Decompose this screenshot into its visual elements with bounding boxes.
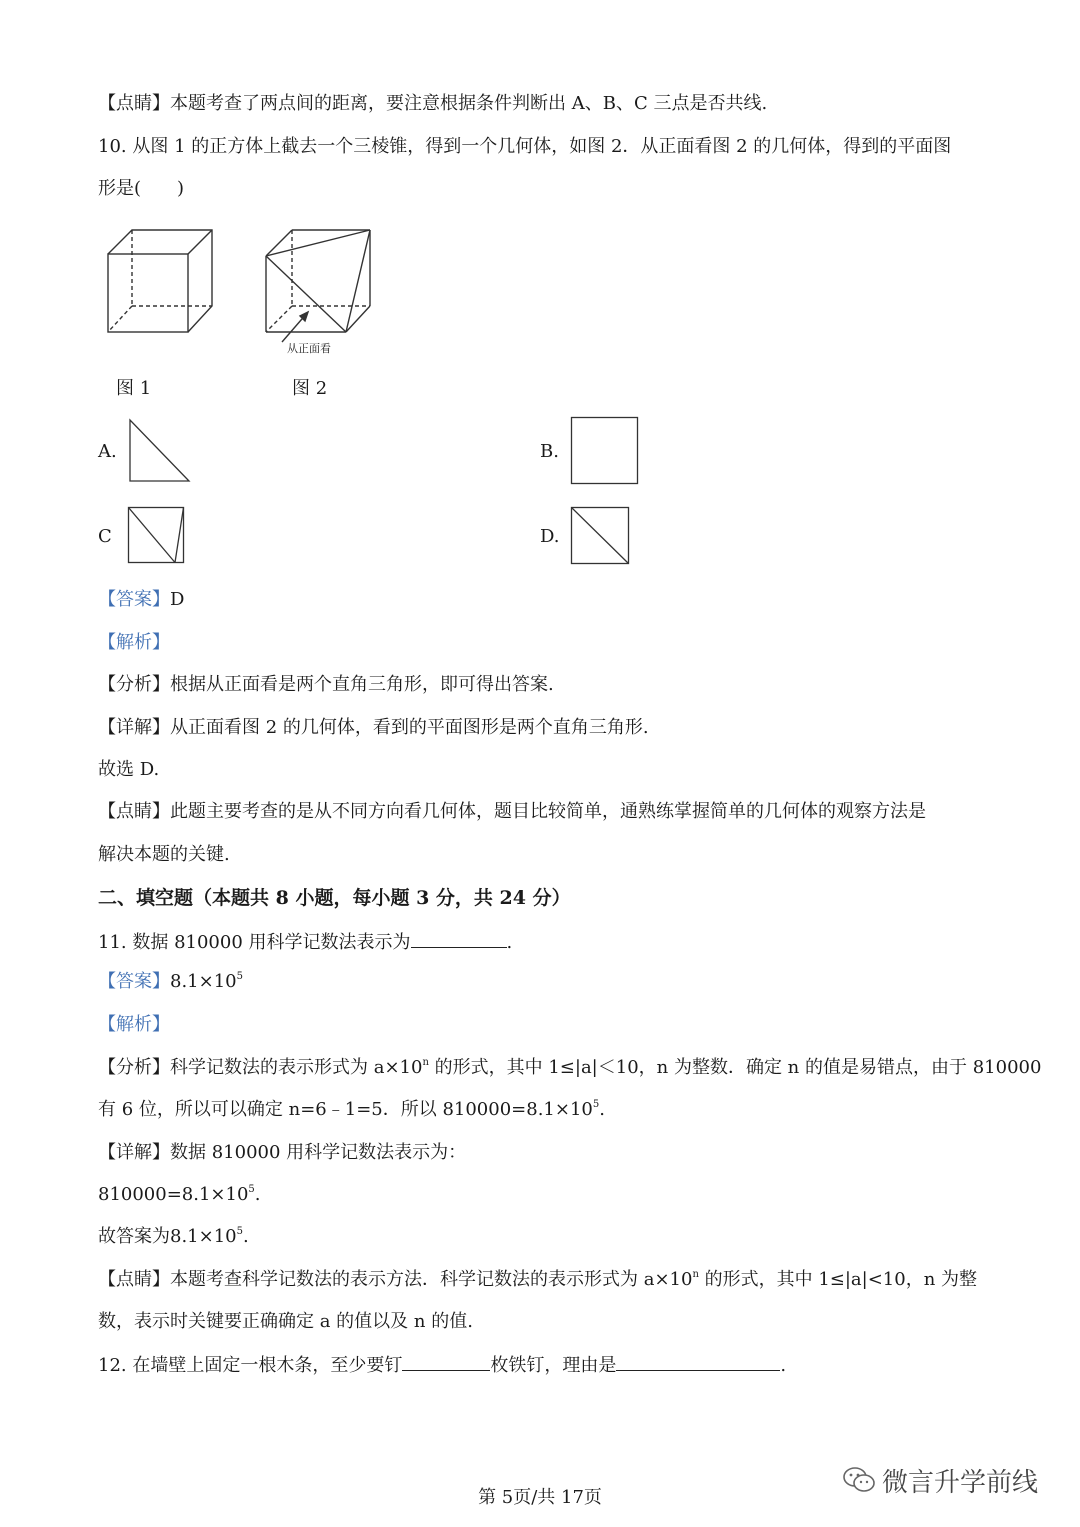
jiexi-11-tag: 【解析】: [98, 1014, 170, 1035]
watermark-text: 微言升学前线: [882, 1467, 1039, 1498]
question-12: 12. 在墙壁上固定一根木条，至少要钉 枚铁钉，理由是 .: [98, 1352, 786, 1378]
answer-blank-2[interactable]: [616, 1352, 780, 1371]
fenxi-10: 【分析】根据从正面看是两个直角三角形，即可得出答案.: [98, 674, 554, 695]
answer-10: 【答案】D: [98, 589, 185, 610]
wechat-icon: [842, 1465, 876, 1495]
tag: 【点睛】: [98, 93, 170, 114]
fenxi-11-line1: 【分析】科学记数法的表示形式为 $a\times 10^n$ 的形式，其中 1≤|a|＜10，n 为整数．确定 n 的值是易错点，由于 810000: [98, 1057, 1042, 1078]
option-d-label: D.: [540, 526, 560, 547]
dianjing-11-line2: 数，表示时关键要正确确定 a 的值以及 n 的值.: [98, 1311, 473, 1332]
watermark: [842, 1460, 1062, 1500]
option-c-figure: [127, 506, 187, 566]
dianjing-11-line1: 【点睛】本题考查科学记数法的表示方法．科学记数法的表示形式为 $a\times 10^n$ 的形式，其中 1≤|a|<10，n 为整: [98, 1269, 978, 1290]
section-2-heading: 二、填空题（本题共 8 小题，每小题 3 分，共 24 分）: [98, 887, 571, 909]
option-d-figure: [570, 506, 632, 566]
gudaan-11: 故答案为$8.1\times 10^5$.: [98, 1226, 249, 1247]
option-a-figure: [128, 418, 192, 484]
option-c-label: C: [98, 526, 112, 547]
answer-11: 【答案】$8.1\times 10^5$: [98, 971, 243, 992]
jiexi-10-tag: 【解析】: [98, 632, 170, 653]
page-footer: 第 5页/共 17页: [478, 1487, 602, 1508]
figure-2-arrow-label: 从正面看: [287, 342, 331, 355]
figure-1-caption: 图 1: [116, 378, 152, 399]
answer-blank-1[interactable]: [402, 1352, 490, 1371]
figure-2-cut-cube: [262, 226, 378, 356]
figure-1-cube: [104, 226, 216, 336]
dianjing-10-line1: 【点睛】此题主要考查的是从不同方向看几何体，题目比较简单，通熟练掌握简单的几何体的观察方法是: [98, 801, 926, 822]
option-b-figure: [570, 416, 640, 486]
question-11: 11. 数据 810000 用科学记数法表示为 .: [98, 929, 512, 955]
question-10-line1: 10. 从图 1 的正方体上截去一个三棱锥，得到一个几何体，如图 2．从正面看图 2 的几何体，得到的平面图: [98, 136, 952, 157]
fenxi-11-line2: 有 6 位，所以可以确定 n=6﹣1=5．所以 $810000=8.1\times 10^5$.: [98, 1099, 605, 1120]
xiangjie-10: 【详解】从正面看图 2 的几何体，看到的平面图形是两个直角三角形.: [98, 717, 649, 738]
question-10-line2: 形是( ): [98, 178, 185, 199]
dianjing-10-line2: 解决本题的关键.: [98, 844, 230, 865]
dianjing-prev: 【点睛】本题考查了两点间的距离，要注意根据条件判断出 A、B、C 三点是否共线.: [98, 93, 768, 114]
xiangjie-11: 【详解】数据 810000 用科学记数法表示为：: [98, 1142, 467, 1163]
answer-blank[interactable]: [411, 929, 507, 948]
option-a-label: A.: [98, 441, 117, 462]
figure-2-caption: 图 2: [292, 378, 328, 399]
option-b-label: B.: [540, 441, 559, 462]
answer-tag: 【答案】: [98, 589, 170, 610]
calc-11: $810000=8.1\times 10^5$.: [98, 1184, 261, 1205]
guxuan-10: 故选 D.: [98, 759, 160, 780]
